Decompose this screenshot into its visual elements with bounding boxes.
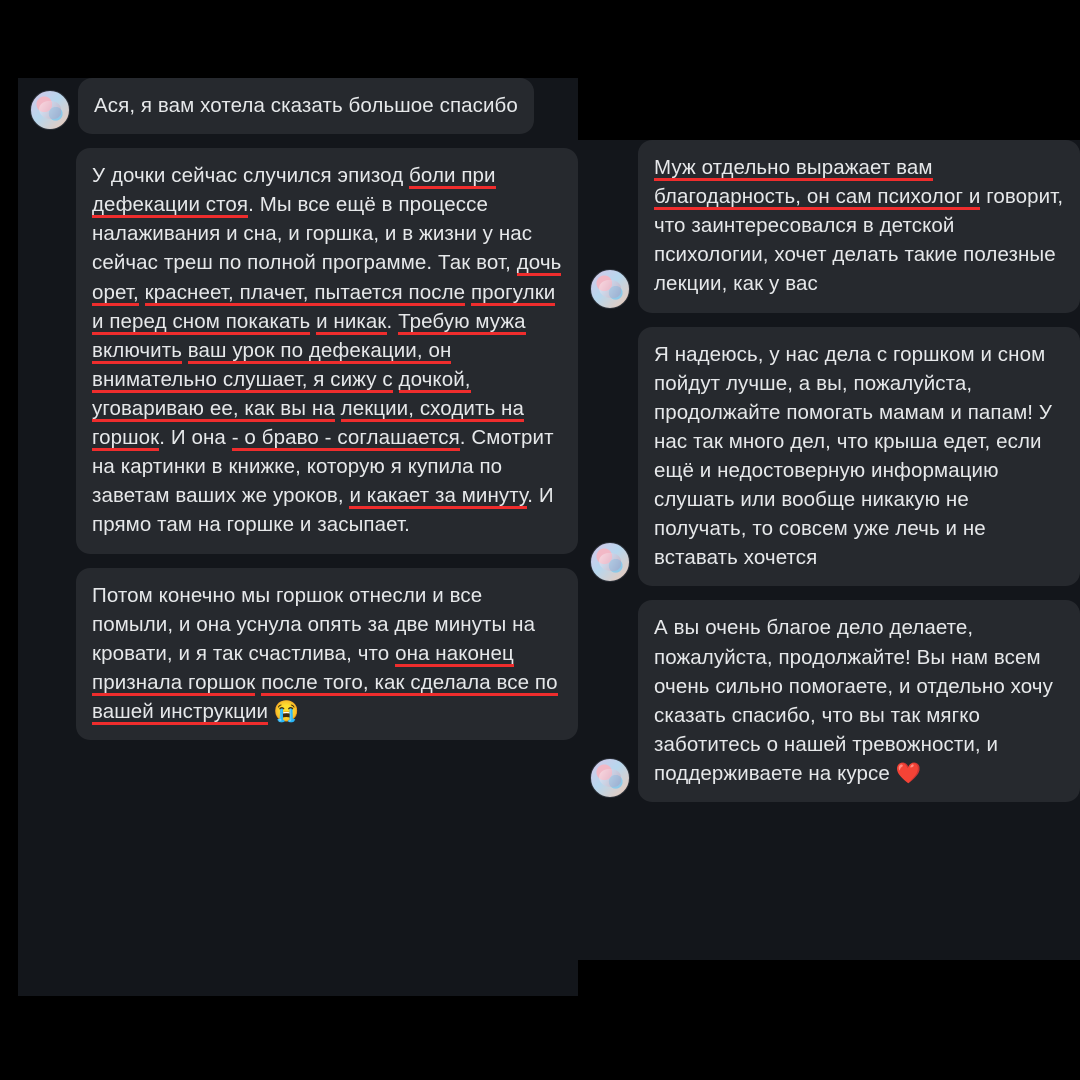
- message-row: [578, 140, 1080, 313]
- right-message-column: [578, 140, 1080, 816]
- message-bubble[interactable]: [638, 600, 1080, 802]
- message-text: Ася, я вам хотела сказать большое спасибо: [94, 94, 518, 117]
- message-row: [578, 600, 1080, 802]
- message-text: Я надеюсь, у нас дела с горшком и сном пойдут лучше, а вы, пожалуйста, продолжайте помогать мамам и папам! У нас так много дел, что крыша едет, если ещё и недостоверную информацию слушать или вообще никакую не получать, то совсем уже лечь и не вставать хочется: [654, 342, 1053, 570]
- message-row: [18, 148, 578, 553]
- avatar: [590, 542, 630, 582]
- message-bubble[interactable]: [638, 327, 1080, 587]
- message-text: Потом конечно мы горшок отнесли и все помыли, и она уснула опять за две минуты на кровати, и я так счастлива, что она наконец признала горшок после того, как сделала все по вашей инструкции 😭: [92, 583, 558, 723]
- message-bubble[interactable]: [76, 568, 578, 741]
- avatar: [30, 90, 70, 130]
- message-text: Муж отдельно выражает вам благодарность, он сам психолог и говорит, что заинтересовался в детской психологии, хочет делать такие полезные лекции, как у вас: [654, 156, 1064, 296]
- message-bubble[interactable]: [638, 140, 1080, 313]
- message-bubble[interactable]: [78, 78, 534, 134]
- avatar: [590, 269, 630, 309]
- avatar: [590, 758, 630, 798]
- message-row: [578, 327, 1080, 587]
- message-text: А вы очень благое дело делаете, пожалуйста, продолжайте! Вы нам всем очень сильно помогаете, и отдельно хочу сказать спасибо, что вы так мягко заботитесь о нашей тревожности, и поддерживаете на курсе ❤️: [654, 616, 1053, 785]
- left-message-column: [18, 78, 578, 754]
- message-bubble[interactable]: [76, 148, 578, 553]
- message-text: У дочки сейчас случился эпизод боли при дефекации стоя. Мы все ещё в процессе налаживания и сна, и горшка, и в жизни у нас сейчас треш по полной программе. Так вот, дочь орет, краснеет, плачет, пытается после прогулки и перед сном покакать и никак. Требую мужа включить ваш урок по дефекации, он внимательно слушает, я сижу с дочкой, уговариваю ее, как вы на лекции, сходить на горшок. И она - о браво - соглашается. Смотрит на картинки в книжке, которую я купила по заветам ваших же уроков, и какает за минуту. И прямо там на горшке и засыпает.: [92, 164, 562, 537]
- message-row: [18, 78, 578, 134]
- message-row: [18, 568, 578, 741]
